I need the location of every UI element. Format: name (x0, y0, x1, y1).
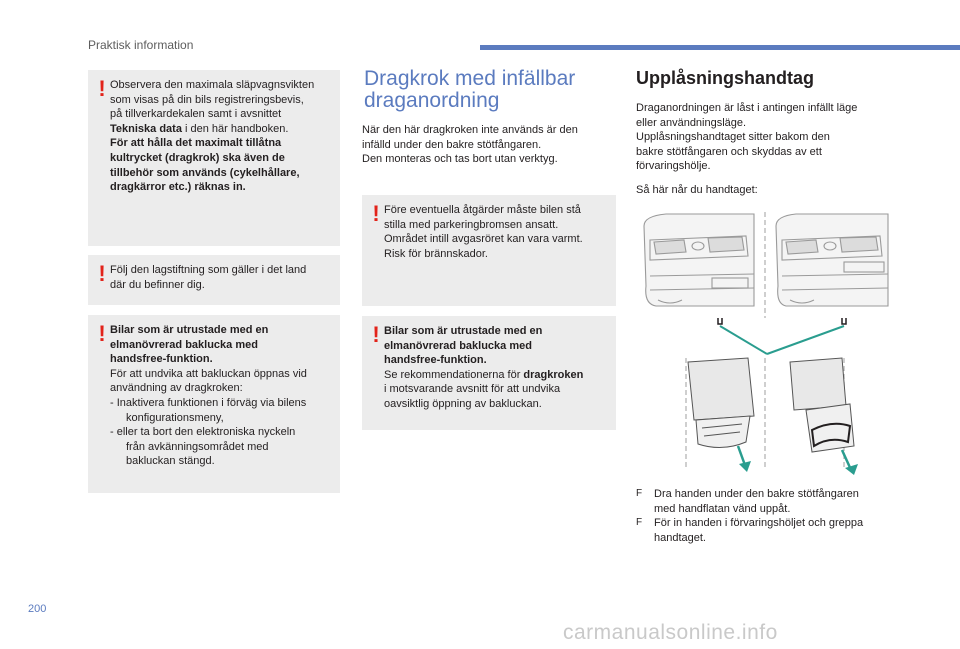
down-arrow-head (739, 461, 751, 472)
text-line (384, 368, 610, 383)
bold-line: kultrycket (dragkrok) ska även de (110, 151, 285, 164)
unlock-intro (636, 101, 886, 174)
bold-line: elmanövrerad baklucka med (110, 338, 258, 351)
text-line: Så här når du handtaget: (636, 184, 758, 196)
text-line: Dra handen under den bakre stötfångaren (654, 488, 859, 500)
section-title-towbar (364, 68, 614, 112)
bullet-item (636, 487, 886, 516)
dash-item-cont: bakluckan stängd. (126, 455, 215, 468)
bold-line: elmanövrerad baklucka med (384, 339, 532, 352)
text-line: För in handen i förvaringshöljet och greppa (654, 517, 864, 530)
dash-item-cont: konfigurationsmeny, (126, 411, 224, 424)
bullet-marker: F (636, 517, 643, 529)
bold-line: För att hålla det maximalt tillåtna (110, 137, 282, 150)
down-arrow-head (845, 464, 858, 475)
text-line: där du befinner dig. (110, 278, 205, 291)
warning-box-handsfree-towbar (362, 316, 616, 430)
handle-location-marker (718, 318, 846, 324)
dash-item-cont: från avkänningsområdet med (126, 440, 269, 453)
text-line: Observera den maximala släpvagnsvikten (110, 79, 315, 91)
bold-line: handsfree-funktion. (110, 353, 213, 366)
warning-box-handsfree-tailgate (88, 315, 340, 493)
text-span: Se rekommendationerna för (384, 368, 524, 381)
text-line: Risk för brännskador. (384, 247, 488, 260)
text-line: För att undvika att bakluckan öppnas vid (110, 367, 307, 380)
text-line: användning av dragkroken: (110, 382, 243, 395)
text-line: stilla med parkeringbromsen ansatt. (384, 218, 559, 231)
hand-under-bumper (688, 358, 754, 448)
text-line: handtaget. (654, 531, 706, 544)
text-line (110, 122, 334, 137)
warning-exclamation-icon: ! (98, 76, 106, 101)
bold-line: Bilar som är utrustade med en (110, 324, 269, 336)
dash-item: - eller ta bort den elektroniska nyckeln (110, 426, 296, 439)
text-line: Följ den lagstiftning som gäller i det land (110, 264, 307, 276)
bullet-marker: F (636, 488, 643, 499)
section-title-unlock-handle: Upplåsningshandtag (636, 68, 815, 88)
towbar-intro (362, 123, 612, 167)
watermark: carmanualsonline.info (563, 621, 778, 644)
text-line: Den monteras och tas bort utan verktyg. (362, 153, 558, 166)
bold-line: tillbehör som används (cykelhållare, (110, 166, 300, 179)
text-line: Draganordningen är låst i antingen infällt läge (636, 102, 858, 114)
warning-exclamation-icon: ! (98, 261, 106, 286)
warning-box-parking-brake (362, 195, 616, 306)
warning-exclamation-icon: ! (372, 201, 380, 226)
text-span: i den här handboken. (181, 122, 289, 135)
text-line: Området intill avgasröret kan vara varmt. (384, 233, 583, 246)
text-line: på tillverkardekalen samt i avsnittet (110, 108, 282, 121)
instruction-bullets (636, 487, 886, 545)
bold-term: Tekniska data (110, 122, 182, 135)
text-line: förvaringshölje. (636, 160, 711, 173)
bullet-item (636, 516, 886, 545)
text-line: Före eventuella åtgärder måste bilen stå (384, 204, 581, 216)
page-number: 200 (28, 603, 47, 615)
text-line: infälld under den bakre stötfångaren. (362, 138, 542, 151)
warning-box-towing-weight (88, 70, 340, 246)
dash-item: - Inaktivera funktionen i förväg via bilens (110, 396, 307, 409)
unlock-handle-illustration (636, 206, 894, 476)
bold-term: dragkroken (523, 368, 584, 381)
text-line: bakre stötfångaren och skyddas av ett (636, 145, 822, 158)
text-line: eller användningsläge. (636, 116, 747, 129)
text-line: i motsvarande avsnitt för att undvika (384, 383, 561, 396)
warning-box-legislation (88, 255, 340, 305)
bold-line: dragkärror etc.) räknas in. (110, 181, 246, 194)
bold-line: Bilar som är utrustade med en (384, 325, 543, 337)
text-line: med handflatan vänd uppåt. (654, 502, 791, 515)
text-line: När den här dragkroken inte används är den (362, 124, 578, 136)
bold-line: handsfree-funktion. (384, 354, 487, 367)
warning-exclamation-icon: ! (98, 321, 106, 346)
text-line: som visas på din bils registreringsbevis, (110, 93, 304, 106)
car-rear-view-right (776, 214, 888, 306)
car-rear-view-left (644, 214, 754, 306)
section-label: Praktisk information (88, 38, 194, 52)
title-line: draganordning (364, 89, 500, 112)
text-line: Upplåsningshandtaget sitter bakom den (636, 131, 830, 144)
header-rule (480, 45, 960, 50)
callout-chevron (720, 326, 844, 354)
warning-exclamation-icon: ! (372, 322, 380, 347)
text-line: oavsiktlig öppning av bakluckan. (384, 397, 542, 410)
handle-grip-view (790, 358, 854, 452)
title-line: Dragkrok med infällbar (364, 67, 576, 90)
